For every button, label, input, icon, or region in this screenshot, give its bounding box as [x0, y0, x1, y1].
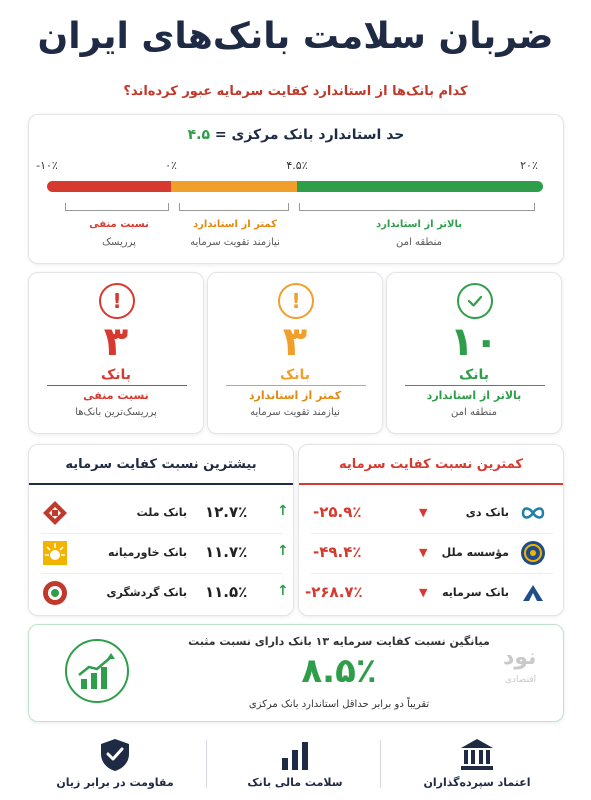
highest-row-name: بانک ملت	[136, 506, 187, 519]
shield-check-icon	[96, 736, 134, 774]
zone-negative-label: نسبت منفی	[89, 219, 149, 230]
stat-below-count: ۳	[282, 319, 308, 365]
zone-above-sub: منطقه امن	[396, 237, 442, 248]
highest-row-value: ۱۱.۷٪	[205, 543, 248, 561]
stat-below-divider	[226, 385, 366, 386]
zone-below-label: کمتر از استاندارد	[193, 219, 277, 230]
lowest-row-name: بانک سرمایه	[442, 586, 509, 599]
stat-card-below	[207, 272, 383, 434]
average-title: میانگین نسبت کفایت سرمایه ۱۳ بانک دارای نسبت مثبت	[188, 635, 490, 648]
arrow-down-icon: ▼	[419, 586, 428, 599]
lowest-row-name: بانک دی	[465, 506, 509, 519]
zone-below-sub: نیازمند تقویت سرمایه	[190, 237, 280, 248]
stat-negative-unit: بانک	[100, 367, 132, 383]
stat-above-label: بالاتر از استاندارد	[426, 389, 522, 402]
arrow-down-icon: ▼	[419, 546, 428, 559]
sarmayeh-logo-icon	[519, 579, 547, 607]
list-item	[299, 493, 563, 533]
footer-divider	[380, 740, 381, 788]
watermark-sub: اقتصادی	[505, 675, 537, 685]
stat-negative-count: ۳	[103, 319, 129, 365]
feature-label: مقاومت در برابر زیان	[56, 776, 174, 789]
list-item	[29, 493, 293, 533]
feature-label: سلامت مالی بانک	[247, 776, 343, 789]
lowest-row-name: مؤسسه ملل	[441, 546, 509, 559]
feature-loss-resistance	[30, 732, 200, 798]
lowest-row-value: -۴۹.۴٪	[313, 543, 362, 561]
zone-negative-sub: پرریسک	[102, 237, 136, 248]
average-note: تقریباً دو برابر حداقل استاندارد بانک مرکزی	[248, 699, 430, 710]
arrow-up-icon: ↑	[277, 503, 289, 519]
bracket-negative	[65, 203, 169, 211]
list-item	[29, 573, 293, 613]
alert-icon: !	[99, 283, 135, 319]
gardeshgari-logo-icon	[41, 579, 69, 607]
page-subtitle: کدام بانک‌ها از استاندارد کفایت سرمایه عبور کرده‌اند؟	[123, 84, 468, 99]
arrow-up-icon: ↑	[277, 543, 289, 559]
list-item	[299, 573, 563, 613]
stat-negative-divider	[47, 385, 187, 386]
bank-building-icon	[458, 736, 496, 774]
stat-above-sub: منطقه امن	[451, 407, 497, 418]
average-value: ۸.۵٪	[301, 651, 377, 691]
stat-below-label: کمتر از استاندارد	[248, 389, 342, 402]
scale-bar	[47, 181, 543, 192]
arrow-down-icon: ▼	[419, 506, 428, 519]
list-item	[29, 533, 293, 573]
arrow-up-icon: ↑	[277, 583, 289, 599]
stat-negative-label: نسبت منفی	[83, 389, 149, 402]
scale-title-value: ۴.۵	[187, 127, 211, 143]
highest-list-card	[28, 444, 294, 616]
stat-negative-sub: پرریسک‌ترین بانک‌ها	[75, 407, 157, 418]
highest-row-name: بانک گردشگری	[106, 586, 187, 599]
lowest-list-card	[298, 444, 564, 616]
lowest-row-value: -۲۵.۹٪	[313, 503, 362, 521]
list-item	[299, 533, 563, 573]
highest-row-value: ۱۱.۵٪	[205, 583, 248, 601]
scale-title-text: حد استاندارد بانک مرکزی =	[214, 127, 405, 143]
zone-above-label: بالاتر از استاندارد	[375, 219, 463, 230]
warning-icon: !	[278, 283, 314, 319]
feature-label: اعتماد سپرده‌گذاران	[423, 776, 531, 789]
stat-above-unit: بانک	[458, 367, 490, 383]
highest-row-value: ۱۲.۷٪	[205, 503, 248, 521]
stat-below-sub: نیازمند تقویت سرمایه	[250, 407, 340, 418]
bracket-above	[299, 203, 535, 211]
lowest-list-title: کمترین نسبت کفایت سرمایه	[299, 445, 563, 485]
tick-zero: ۰٪	[165, 159, 177, 172]
footer-divider	[206, 740, 207, 788]
bar-chart-icon	[276, 736, 314, 774]
standard-scale-card	[28, 114, 564, 264]
melal-logo-icon	[519, 539, 547, 567]
bracket-below	[179, 203, 289, 211]
mellat-logo-icon	[41, 499, 69, 527]
stat-card-above	[386, 272, 562, 434]
scale-bar-below	[171, 181, 297, 192]
scale-bar-negative	[47, 181, 171, 192]
feature-depositor-trust	[392, 732, 562, 798]
day-bank-logo-icon	[519, 499, 547, 527]
scale-bar-above	[297, 181, 543, 192]
watermark-logo: نود	[503, 645, 537, 670]
scale-title	[29, 127, 563, 143]
highest-row-name: بانک خاورمیانه	[108, 546, 187, 559]
stat-below-unit: بانک	[279, 367, 311, 383]
stat-above-divider	[405, 385, 545, 386]
tick-twenty: ۲۰٪	[520, 159, 538, 172]
feature-bank-health	[210, 732, 380, 798]
lowest-row-value: -۲۶۸.۷٪	[305, 583, 363, 601]
khavarmianeh-logo-icon	[41, 539, 69, 567]
highest-list-title: بیشترین نسبت کفایت سرمایه	[29, 445, 293, 485]
page-title: ضربان سلامت بانک‌های ایران	[37, 16, 554, 57]
check-icon	[457, 283, 493, 319]
tick-standard: ۴.۵٪	[286, 159, 308, 172]
stat-card-negative	[28, 272, 204, 434]
tick-neg10: -۱۰٪	[36, 159, 58, 172]
stat-above-count: ۱۰	[449, 319, 499, 365]
growth-chart-icon	[65, 639, 129, 703]
average-card	[28, 624, 564, 722]
